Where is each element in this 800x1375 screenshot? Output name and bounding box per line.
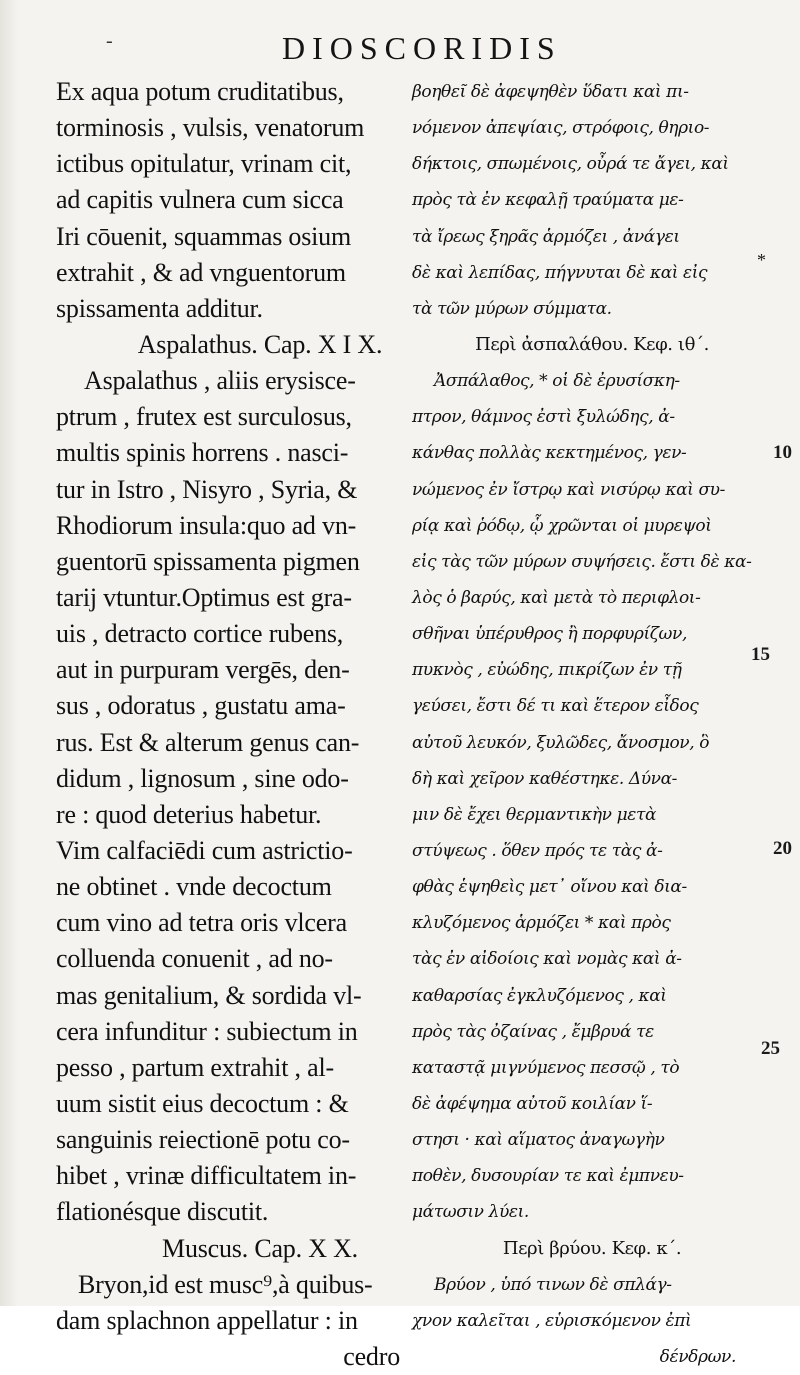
greek-line: φθὰς ἑψηθεὶς μετ᾽ οἴνου καὶ δια- [412, 877, 687, 898]
latin-line: torminosis , vulsis, venatorum [56, 113, 365, 143]
latin-line: re : quod deterius habetur. [56, 799, 322, 829]
latin-line: Rhodiorum insula:quo ad vn- [56, 510, 357, 540]
latin-line: dam splachnon appellatur : in [56, 1305, 358, 1335]
margin-line-number-25: 25 [761, 1038, 780, 1059]
latin-line: cum vino ad tetra oris vlcera [56, 908, 347, 938]
latin-line: tarij vtuntur.Optimus est gra- [56, 582, 352, 612]
greek-line: πτρον, θάμνος ἐστὶ ξυλώδης, ἀ- [412, 407, 675, 428]
latin-line: mas genitalium, & sordida vl- [56, 980, 362, 1010]
latin-line: extrahit , & ad vnguentorum [56, 257, 346, 287]
latin-line: pesso , partum extrahit , al- [56, 1052, 334, 1082]
latin-chapter-heading: Muscus. Cap. X X. [162, 1233, 358, 1263]
greek-line: δὲ καὶ λεπίδας, πήγνυται δὲ καὶ εἰς [412, 262, 708, 283]
greek-line: νόμενον ἀπεψίαις, στρόφοις, θηριο- [412, 118, 710, 139]
latin-line: aut in purpuram vergēs, den- [56, 655, 350, 685]
latin-line: uum sistit eius decoctum : & [56, 1088, 349, 1118]
header-dash: - [106, 30, 113, 52]
latin-line: ad capitis vulnera cum sicca [56, 185, 344, 215]
greek-line: Ἀσπάλαθος, * οἱ δὲ ἐρυσίσκη- [434, 371, 680, 392]
greek-line: χνον καλεῖται , εὑρισκόμενον ἐπὶ [412, 1310, 692, 1331]
latin-line: Ex aqua potum cruditatibus, [56, 77, 344, 106]
margin-line-number-10: 10 [773, 442, 792, 463]
greek-line: στύψεως . ὅθεν πρός τε τὰς ἀ- [412, 840, 663, 861]
greek-line: τὰ ἴρεως ξηρᾶς ἁρμόζει , ἀνάγει [412, 226, 680, 247]
greek-line: δὲ ἀφέψημα αὐτοῦ κοιλίαν ἵ- [412, 1093, 653, 1114]
latin-line: Vim calfaciēdi cum astrictio- [56, 835, 353, 865]
greek-line: καθαρσίας ἐγκλυζόμενος , καὶ [412, 985, 667, 1006]
latin-line: flationésque discutit. [56, 1197, 269, 1227]
latin-line: sanguinis reiectionē potu co- [56, 1125, 350, 1155]
greek-chapter-heading: Περὶ ἀσπαλάθου. Κεφ. ιθ΄. [475, 333, 709, 355]
greek-line: σθῆναι ὑπέρυθρος ἢ πορφυρίζων, [412, 624, 687, 645]
greek-line: γεύσει, ἔστι δέ τι καὶ ἕτερον εἶδος [412, 696, 699, 717]
latin-line: hibet , vrinæ difficultatem in- [56, 1161, 357, 1191]
page-gutter-shadow [0, 0, 18, 1306]
greek-line: ρίᾳ καὶ ῥόδῳ, ᾧ χρῶνται οἱ μυρεψοὶ [412, 515, 712, 536]
greek-line: ποθὲν, δυσουρίαν τε καὶ ἐμπνευ- [412, 1166, 684, 1187]
latin-chapter-heading: Aspalathus. Cap. X I X. [137, 329, 383, 359]
greek-line: μιν δὲ ἔχει θερμαντικὴν μετὰ [412, 804, 657, 825]
latin-line: guentorū spissamenta pigmen [56, 546, 360, 576]
catchword: cedro [343, 1341, 400, 1371]
margin-asterisk: * [757, 250, 766, 270]
latin-line: sus , odoratus , gustatu ama- [56, 691, 346, 721]
greek-line: νώμενος ἐν ἴστρῳ καὶ νισύρῳ καὶ συ- [412, 479, 725, 500]
greek-line: μάτωσιν λύει. [412, 1202, 529, 1223]
greek-line: Βρύον , ὑπό τινων δὲ σπλάγ- [434, 1274, 672, 1295]
greek-line: δένδρων. [659, 1346, 736, 1367]
latin-line: tur in Istro , Nisyro , Syria, & [56, 474, 358, 504]
latin-line: didum , lignosum , sine odo- [56, 763, 349, 793]
latin-line: multis spinis horrens . nasci- [56, 438, 349, 468]
greek-line: καταστᾷ μιγνύμενος πεσσῷ , τὸ [412, 1057, 680, 1078]
greek-line: τὰ τῶν μύρων σύμματα. [412, 298, 612, 319]
latin-column [56, 74, 404, 1375]
latin-line: colluenda conuenit , ad no- [56, 944, 333, 974]
greek-line: στησι · καὶ αἵματος ἀναγωγὴν [412, 1130, 665, 1151]
greek-line: δὴ καὶ χεῖρον καθέστηκε. Δύνα- [412, 768, 678, 789]
latin-line: ne obtinet . vnde decoctum [56, 872, 332, 902]
greek-line: εἰς τὰς τῶν μύρων συψήσεις. ἔστι δὲ κα- [412, 551, 752, 572]
latin-line: Bryon,id est musc⁹,à quibus- [78, 1269, 373, 1299]
latin-line: ictibus opitulatur, vrinam cit, [56, 149, 352, 179]
latin-line: cera infunditur : subiectum in [56, 1016, 358, 1046]
greek-line: πρὸς τὰς ὀζαίνας , ἔμβρυά τε [412, 1021, 654, 1042]
greek-line: κλυζόμενος ἁρμόζει * καὶ πρὸς [412, 913, 671, 934]
greek-line: κάνθας πολλὰς κεκτημένος, γεν- [412, 443, 687, 464]
latin-line: spissamenta additur. [56, 293, 263, 323]
greek-line: τὰς ἐν αἰδοίοις καὶ νομὰς καὶ ἀ- [412, 949, 682, 970]
greek-line: βοηθεῖ δὲ ἀφεψηθὲν ὕδατι καὶ πι- [412, 82, 689, 102]
latin-line: rus. Est & alterum genus can- [56, 727, 360, 757]
greek-line: πυκνὸς , εὐώδης, πικρίζων ἐν τῇ [412, 660, 682, 681]
running-head-title: DIOSCORIDIS [282, 30, 562, 66]
latin-line: Aspalathus , aliis erysisce- [84, 366, 356, 396]
greek-column [412, 74, 752, 1375]
greek-chapter-heading: Περὶ βρύου. Κεφ. κ΄. [502, 1237, 682, 1259]
greek-line: αὐτοῦ λευκόν, ξυλῶδες, ἄνοσμον, ὃ [412, 732, 710, 753]
latin-line: Iri cōuenit, squammas osium [56, 221, 351, 251]
margin-line-number-20: 20 [773, 838, 792, 859]
latin-line: uis , detracto cortice rubens, [56, 619, 344, 649]
margin-line-number-15: 15 [751, 644, 770, 665]
greek-line: δήκτοις, σπωμένοις, οὖρά τε ἄγει, καὶ [412, 154, 729, 175]
latin-line: ptrum , frutex est surculosus, [56, 402, 352, 432]
greek-line: λὸς ὁ βαρύς, καὶ μετὰ τὸ περιφλοι- [412, 587, 701, 608]
greek-line: πρὸς τὰ ἐν κεφαλῇ τραύματα με- [412, 190, 684, 211]
